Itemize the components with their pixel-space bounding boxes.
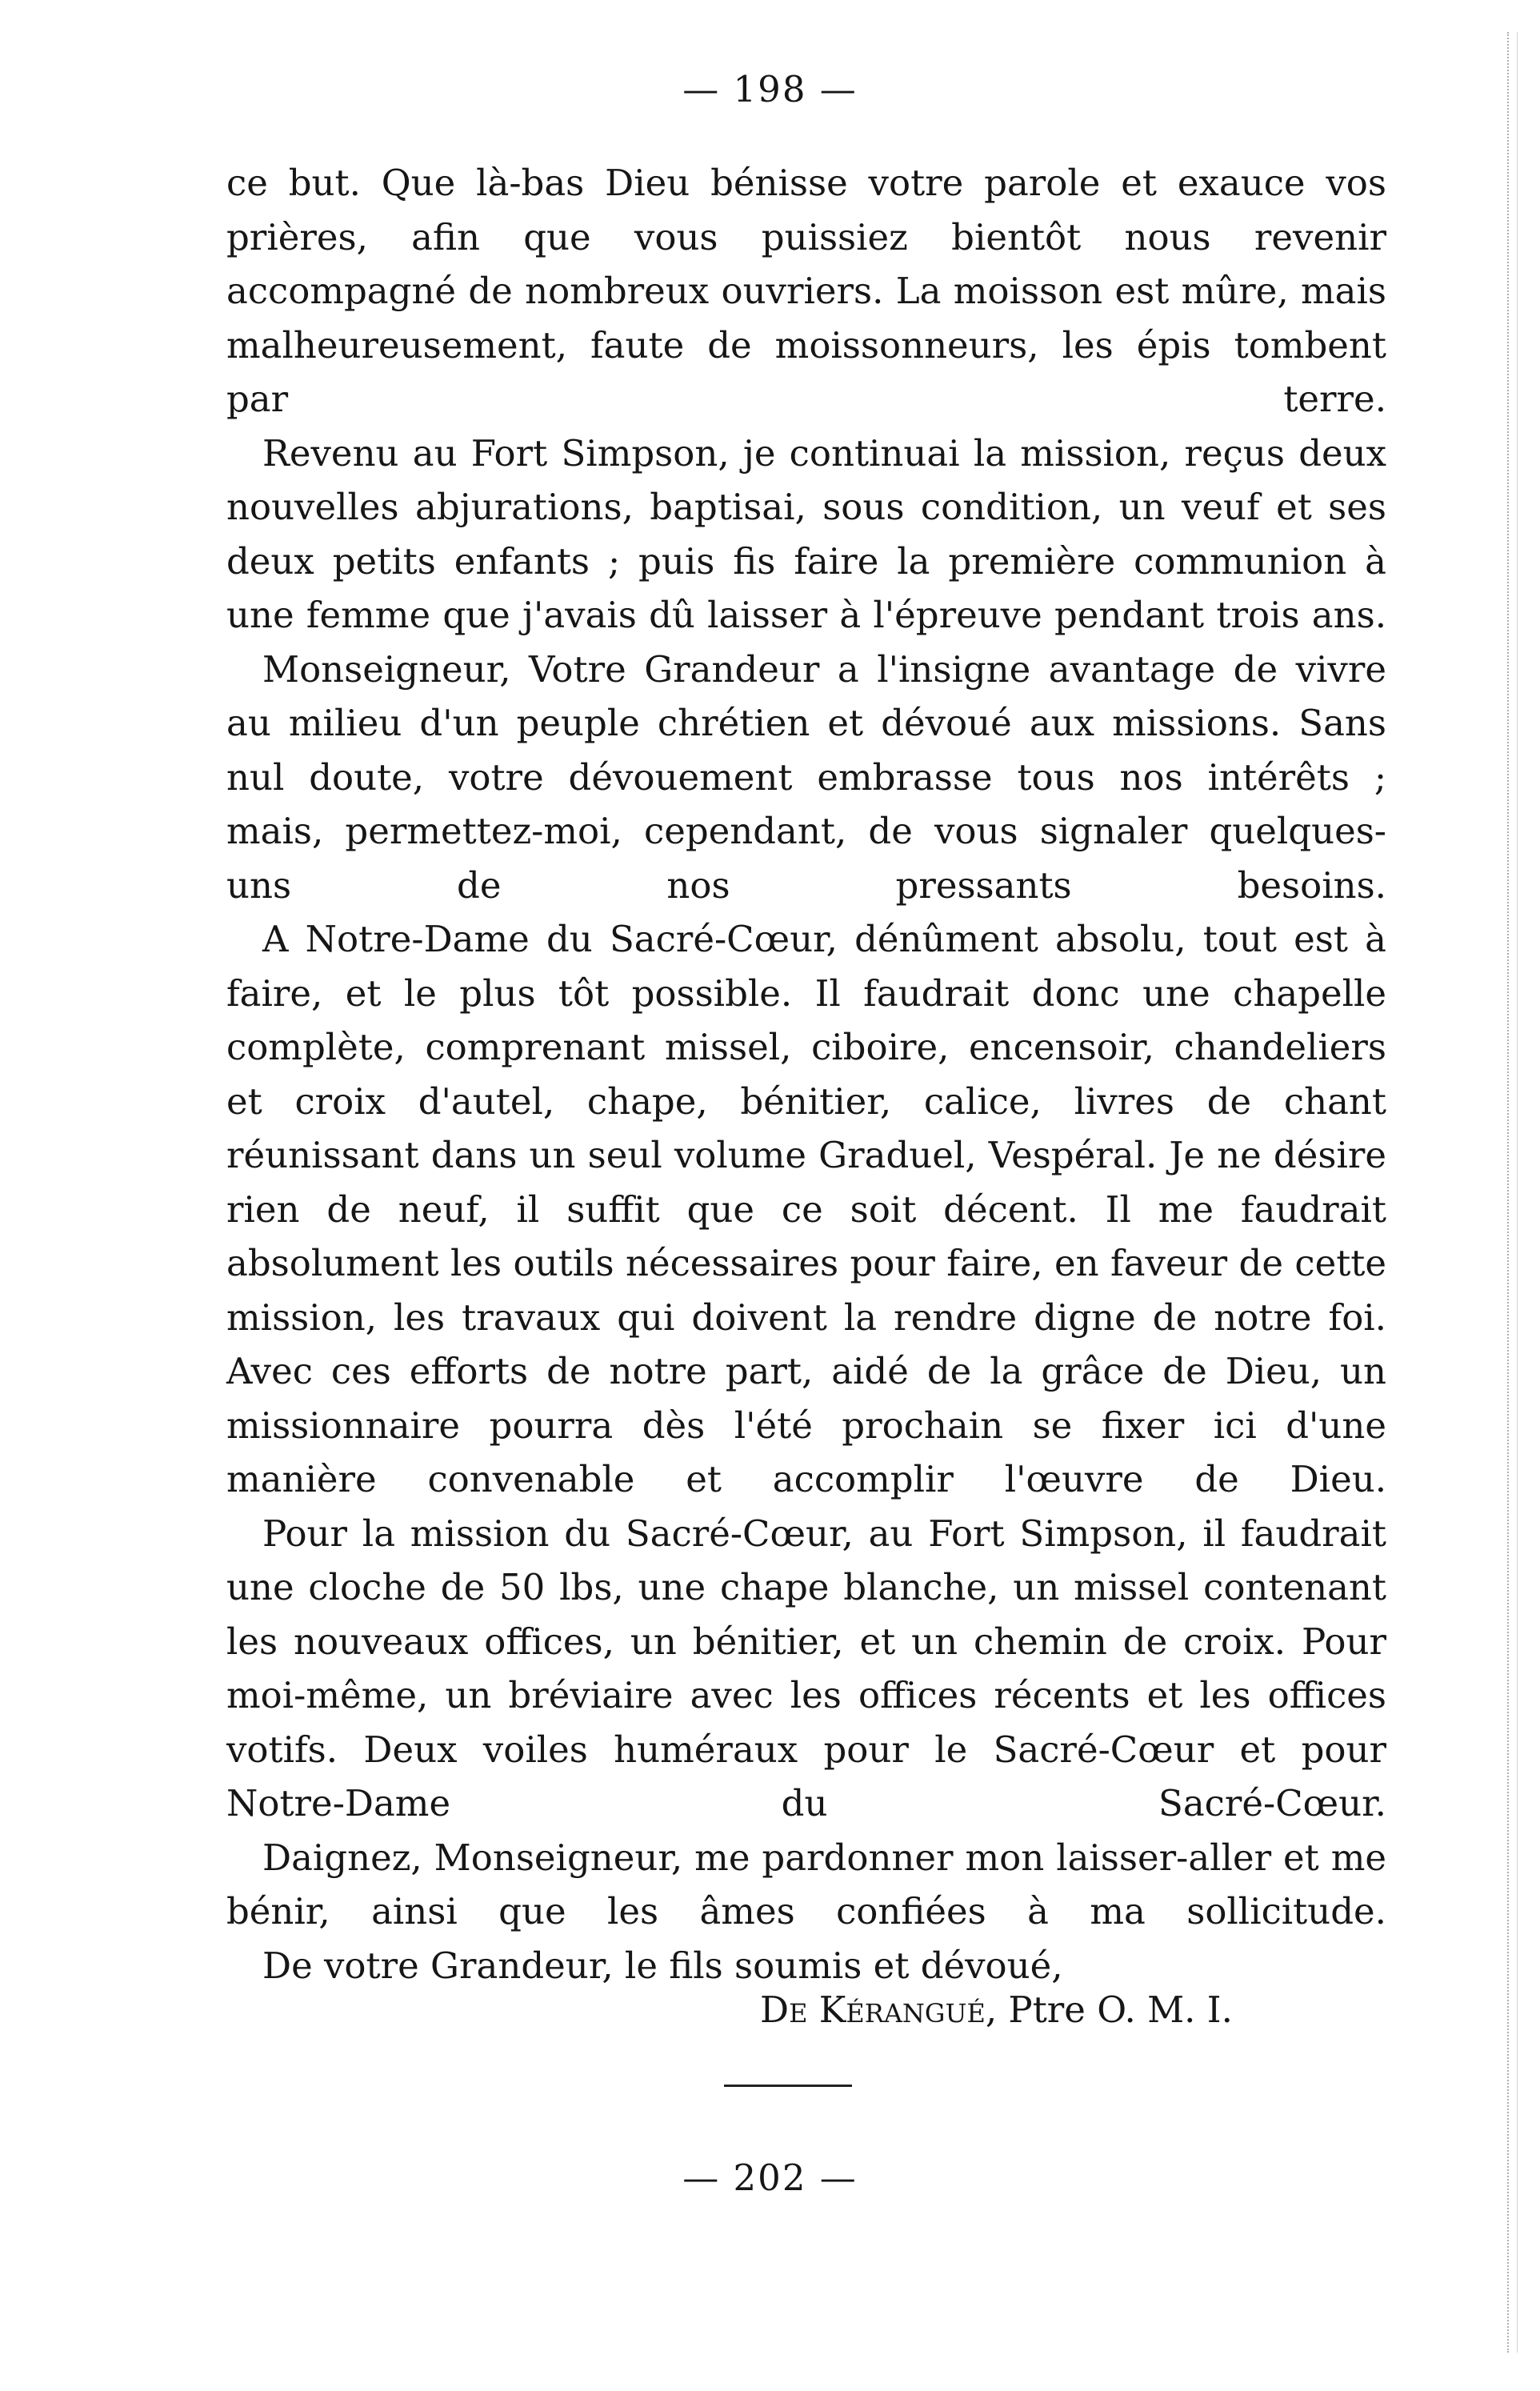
closing-line: De votre Grandeur, le fils soumis et dévoué, (262, 1944, 1063, 1987)
page-footer-number: — 202 — (682, 2157, 858, 2199)
signature-title: , Ptre O. M. I. (985, 1988, 1233, 2031)
page-header-number: — 198 — (682, 68, 858, 110)
signature (760, 1988, 1233, 2031)
paragraph: Pour la mission du Sacré-Cœur, au Fort Simpson, il faudrait une cloche de 50 lbs, une chape blanche, un missel contenant les nouveaux offices, un bénitier, et un chemin de croix. Pour moi-même, un bréviaire avec les offices récents et les offices votifs. Deux voiles huméraux pour le Sacré-Cœur et pour Notre-Dame du Sacré-Cœur. (226, 1512, 1386, 1824)
paragraph: A Notre-Dame du Sacré-Cœur, dénûment absolu, tout est à faire, et le plus tôt possible. Il faudrait donc une chapelle complète, comprenant missel, ciboire, encensoir, chandeliers et croix d'autel, chape, bénitier, calice, livres de chant réunissant dans un seul volume Graduel, Vespéral. Je ne désire rien de neuf, il suffit que ce soit décent. Il me faudrait absolument les outils nécessaires pour faire, en faveur de cette mission, les travaux qui doivent la rendre digne de notre foi. Avec ces efforts de notre part, aidé de la grâce de Dieu, un missionnaire pourra dès l'été prochain se fixer ici d'une manière convenable et accomplir l'œuvre de Dieu. (226, 918, 1386, 1500)
separator-rule (724, 2085, 852, 2087)
paragraph: Revenu au Fort Simpson, je continuai la mission, reçus deux nouvelles abjurations, baptisai, sous condition, un veuf et ses deux petits enfants ; puis fis faire la première communion à une femme que j'avais dû laisser à l'épreuve pendant trois ans. (226, 431, 1386, 636)
paragraph: Monseigneur, Votre Grandeur a l'insigne avantage de vivre au milieu d'un peuple chrétien et dévoué aux missions. Sans nul doute, votre dévouement embrasse tous nos intérêts ; mais, permettez-moi, cependant, de vous signaler quelques-uns de nos pressants besoins. (226, 647, 1386, 907)
paragraph: ce but. Que là-bas Dieu bénisse votre parole et exauce vos prières, afin que vous puissiez bientôt nous revenir accompagné de nombreux ouvriers. La moisson est mûre, mais malheureusement, faute de moissonneurs, les épis tombent par terre. (226, 162, 1386, 420)
signature-name: De Kérangué (760, 1988, 986, 2031)
paragraph: Daignez, Monseigneur, me pardonner mon laisser-aller et me bénir, ainsi que les âmes confiées à ma sollicitude. (226, 1836, 1386, 1932)
letter-body (226, 156, 1386, 1992)
page-edge-artifact (1507, 32, 1518, 2353)
